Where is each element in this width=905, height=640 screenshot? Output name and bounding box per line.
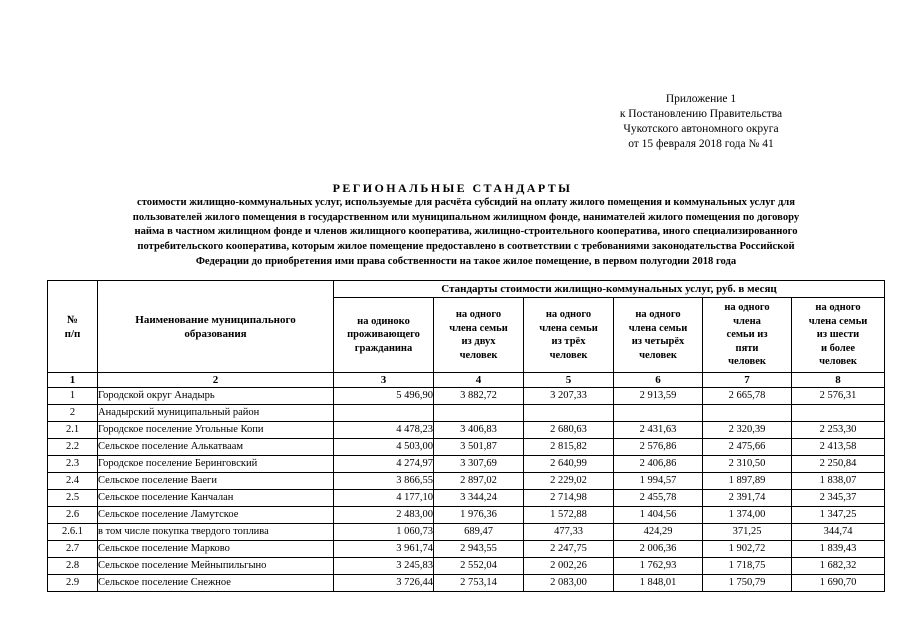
header-column-line: гражданина [354, 342, 413, 354]
value-cell: 3 406,83 [434, 422, 524, 439]
column-number: 4 [434, 373, 524, 388]
value-cell: 2 913,59 [614, 388, 703, 405]
row-number: 2.9 [48, 575, 98, 592]
header-number [48, 281, 98, 373]
column-number: 7 [703, 373, 792, 388]
column-number: 8 [792, 373, 885, 388]
row-number: 2.1 [48, 422, 98, 439]
value-cell: 1 690,70 [792, 575, 885, 592]
value-cell: 1 060,73 [334, 524, 434, 541]
municipality-name: Сельское поселение Канчалан [98, 490, 334, 507]
table-row [48, 439, 885, 456]
value-cell: 3 882,72 [434, 388, 524, 405]
value-cell: 2 576,31 [792, 388, 885, 405]
header-group: Стандарты стоимости жилищно-коммунальных услуг, руб. в месяц [334, 281, 885, 298]
header-number-line: п/п [64, 327, 81, 340]
value-cell: 2 345,37 [792, 490, 885, 507]
row-number: 1 [48, 388, 98, 405]
header-name-line: образования [184, 327, 247, 340]
header-column-line: на одиноко [357, 315, 410, 327]
value-cell: 1 682,32 [792, 558, 885, 575]
row-number: 2.2 [48, 439, 98, 456]
value-cell: 2 006,36 [614, 541, 703, 558]
municipality-name: Сельское поселение Ваеги [98, 473, 334, 490]
column-number: 1 [48, 373, 98, 388]
value-cell: 2 229,02 [524, 473, 614, 490]
row-number: 2.6.1 [48, 524, 98, 541]
municipality-name: Сельское поселение Снежное [98, 575, 334, 592]
table-row [48, 422, 885, 439]
header-column-line: члена семьи [449, 322, 508, 334]
appendix-line: Приложение 1 [665, 93, 737, 105]
value-cell: 2 897,02 [434, 473, 524, 490]
value-cell: 1 838,07 [792, 473, 885, 490]
value-cell: 2 552,04 [434, 558, 524, 575]
header-column-line: из трёх [551, 336, 586, 347]
table-row [48, 388, 885, 405]
value-cell: 2 391,74 [703, 490, 792, 507]
value-cell: 1 994,57 [614, 473, 703, 490]
column-number: 5 [524, 373, 614, 388]
value-cell: 1 976,36 [434, 507, 524, 524]
document-title: РЕГИОНАЛЬНЫЕ СТАНДАРТЫ [332, 181, 573, 195]
municipality-name: Сельское поселение Алькатваам [98, 439, 334, 456]
header-column-line: человек [819, 356, 857, 368]
municipality-name: Городское поселение Беринговский [98, 456, 334, 473]
appendix-line: от 15 февраля 2018 года № 41 [628, 138, 774, 150]
value-cell: 4 478,23 [334, 422, 434, 439]
header-column [524, 298, 614, 373]
row-number: 2.6 [48, 507, 98, 524]
subtitle-line: найма в частном жилищном фонде и членов жилищного кооператива, жилищно-строительного кооператива, иного специализированного [134, 226, 798, 238]
value-cell: 2 576,86 [614, 439, 703, 456]
value-cell: 1 839,43 [792, 541, 885, 558]
header-column [434, 298, 524, 373]
value-cell: 2 310,50 [703, 456, 792, 473]
value-cell: 1 347,25 [792, 507, 885, 524]
value-cell [334, 405, 434, 422]
value-cell: 2 002,26 [524, 558, 614, 575]
header-municipality [98, 281, 334, 373]
standards-table [47, 280, 885, 592]
value-cell: 2 475,66 [703, 439, 792, 456]
table-row [48, 541, 885, 558]
value-cell [614, 405, 703, 422]
header-column [334, 298, 434, 373]
value-cell: 2 253,30 [792, 422, 885, 439]
table-row [48, 490, 885, 507]
row-number: 2.5 [48, 490, 98, 507]
header-column-line: члена [733, 315, 761, 327]
row-number: 2.4 [48, 473, 98, 490]
value-cell: 2 431,63 [614, 422, 703, 439]
table-row [48, 524, 885, 541]
value-cell: 3 726,44 [334, 575, 434, 592]
value-cell: 371,25 [703, 524, 792, 541]
value-cell: 2 083,00 [524, 575, 614, 592]
column-number: 2 [98, 373, 334, 388]
header-column-line: из двух [461, 336, 496, 347]
value-cell: 3 245,83 [334, 558, 434, 575]
value-cell [434, 405, 524, 422]
value-cell: 2 413,58 [792, 439, 885, 456]
column-number: 3 [334, 373, 434, 388]
table-row [48, 473, 885, 490]
header-column-line: человек [549, 349, 588, 361]
value-cell: 2 483,00 [334, 507, 434, 524]
row-number: 2.8 [48, 558, 98, 575]
value-cell: 1 750,79 [703, 575, 792, 592]
header-column-line: пяти [735, 342, 759, 354]
value-cell: 4 274,97 [334, 456, 434, 473]
value-cell: 2 406,86 [614, 456, 703, 473]
value-cell: 3 307,69 [434, 456, 524, 473]
value-cell: 424,29 [614, 524, 703, 541]
header-column-line: на одного [724, 302, 770, 314]
municipality-name: в том числе покупка твердого топлива [98, 524, 334, 541]
header-column-line: на одного [455, 309, 502, 320]
municipality-name: Сельское поселение Марково [98, 541, 334, 558]
municipality-name: Городское поселение Угольные Копи [98, 422, 334, 439]
value-cell: 2 320,39 [703, 422, 792, 439]
table-row [48, 456, 885, 473]
table-row [48, 507, 885, 524]
header-column-line: члена семьи [539, 322, 598, 334]
value-cell: 3 961,74 [334, 541, 434, 558]
header-column-line: проживающего [347, 329, 420, 341]
row-number: 2.3 [48, 456, 98, 473]
value-cell: 1 404,56 [614, 507, 703, 524]
value-cell: 2 815,82 [524, 439, 614, 456]
value-cell: 2 640,99 [524, 456, 614, 473]
header-column [614, 298, 703, 373]
value-cell: 2 250,84 [792, 456, 885, 473]
header-column [703, 298, 792, 373]
value-cell: 4 503,00 [334, 439, 434, 456]
municipality-name: Анадырский муниципальный район [98, 405, 334, 422]
value-cell: 1 718,75 [703, 558, 792, 575]
value-cell: 1 374,00 [703, 507, 792, 524]
appendix-line: к Постановлению Правительства [619, 108, 783, 120]
value-cell: 2 455,78 [614, 490, 703, 507]
header-column-line: на одного [635, 309, 681, 320]
value-cell [792, 405, 885, 422]
value-cell [524, 405, 614, 422]
header-column-line: человек [728, 356, 766, 368]
table-row [48, 405, 885, 422]
municipality-name: Сельское поселение Мейныпильгыно [98, 558, 334, 575]
subtitle-line: потребительского кооператива, которым жилое помещение предоставлено в соответствии с требованиями законодательства Российской [137, 241, 795, 253]
header-column-line: и более [820, 342, 856, 354]
subtitle-line: пользователей жилого помещения в государственном или муниципальном жилищном фонде, нанимателей жилого помещения по договору [132, 211, 800, 223]
value-cell: 2 943,55 [434, 541, 524, 558]
header-column-line: члена семьи [808, 315, 868, 327]
document-subtitle [44, 196, 888, 270]
value-cell: 3 866,55 [334, 473, 434, 490]
municipality-name: Городской округ Анадырь [98, 388, 334, 405]
value-cell: 5 496,90 [334, 388, 434, 405]
value-cell: 1 762,93 [614, 558, 703, 575]
value-cell [703, 405, 792, 422]
header-column-line: семьи из [726, 329, 768, 341]
value-cell: 1 848,01 [614, 575, 703, 592]
value-cell: 689,47 [434, 524, 524, 541]
header-column-line: члена семьи [628, 322, 688, 334]
header-column-line: из четырёх [631, 336, 685, 347]
header-column-line: человек [639, 349, 677, 361]
value-cell: 1 572,88 [524, 507, 614, 524]
subtitle-line: стоимости жилищно-коммунальных услуг, используемые для расчёта субсидий на оплату жилого помещения и коммунальных услуг для [137, 197, 795, 208]
table-row [48, 575, 885, 592]
column-number: 6 [614, 373, 703, 388]
value-cell: 1 902,72 [703, 541, 792, 558]
header-column-line: на одного [545, 309, 592, 320]
value-cell: 2 247,75 [524, 541, 614, 558]
appendix-block [560, 92, 842, 152]
header-column-line: из шести [816, 329, 860, 341]
table-row [48, 558, 885, 575]
header-number-line: № [66, 313, 79, 326]
value-cell: 3 501,87 [434, 439, 524, 456]
subtitle-line: Федерации до приобретения ими права собственности на такое жилое помещение, в первом полугодии 2018 года [195, 255, 737, 267]
header-column-line: на одного [815, 302, 861, 314]
value-cell: 3 207,33 [524, 388, 614, 405]
value-cell: 477,33 [524, 524, 614, 541]
value-cell: 4 177,10 [334, 490, 434, 507]
appendix-line: Чукотского автономного округа [623, 123, 779, 135]
value-cell: 2 753,14 [434, 575, 524, 592]
value-cell: 2 714,98 [524, 490, 614, 507]
value-cell: 3 344,24 [434, 490, 524, 507]
header-name-line: Наименование муниципального [135, 313, 296, 326]
header-column [792, 298, 885, 373]
header-column-line: человек [459, 349, 498, 361]
value-cell: 2 665,78 [703, 388, 792, 405]
value-cell: 2 680,63 [524, 422, 614, 439]
row-number: 2.7 [48, 541, 98, 558]
row-number: 2 [48, 405, 98, 422]
municipality-name: Сельское поселение Ламутское [98, 507, 334, 524]
value-cell: 344,74 [792, 524, 885, 541]
value-cell: 1 897,89 [703, 473, 792, 490]
